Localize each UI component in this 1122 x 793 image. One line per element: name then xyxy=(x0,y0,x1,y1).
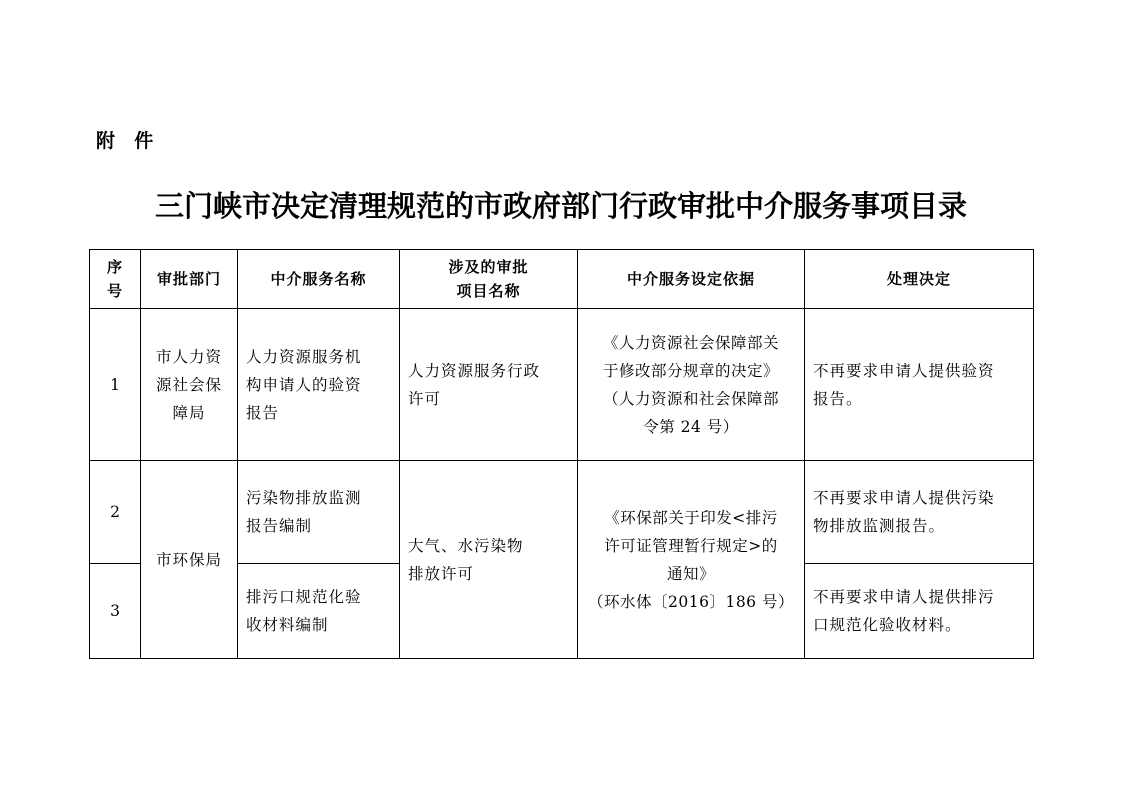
page-title: 三门峡市决定清理规范的市政府部门行政审批中介服务事项目录 xyxy=(154,189,967,223)
row-item: 人力资源服务行政 许可 xyxy=(400,309,578,461)
header-item: 涉及的审批 项目名称 xyxy=(400,250,578,309)
row-index: 1 xyxy=(90,309,141,461)
table-row xyxy=(90,461,1034,564)
row-index: 3 xyxy=(90,564,141,659)
header-decision: 处理决定 xyxy=(805,250,1034,309)
row-decision: 不再要求申请人提供排污 口规范化验收材料。 xyxy=(805,564,1034,659)
row-decision: 不再要求申请人提供验资 报告。 xyxy=(805,309,1034,461)
header-index: 序 号 xyxy=(90,250,141,309)
row-basis: 《环保部关于印发<排污 许可证管理暂行规定>的 通知》 （环水体〔2016〕186 号） xyxy=(578,461,805,659)
row-service: 人力资源服务机 构申请人的验资 报告 xyxy=(238,309,400,461)
row-decision: 不再要求申请人提供污染 物排放监测报告。 xyxy=(805,461,1034,564)
row-index: 2 xyxy=(90,461,141,564)
row-service: 污染物排放监测 报告编制 xyxy=(238,461,400,564)
table-row xyxy=(90,309,1034,461)
row-dept: 市环保局 xyxy=(141,461,238,659)
row-basis: 《人力资源社会保障部关 于修改部分规章的决定》 （人力资源和社会保障部 令第 24 号） xyxy=(578,309,805,461)
header-basis: 中介服务设定依据 xyxy=(578,250,805,309)
row-dept: 市人力资 源社会保 障局 xyxy=(141,309,238,461)
header-service: 中介服务名称 xyxy=(238,250,400,309)
attachment-label: 附 件 xyxy=(96,130,156,152)
row-service: 排污口规范化验 收材料编制 xyxy=(238,564,400,659)
table-header-row xyxy=(90,250,1034,309)
row-item: 大气、水污染物 排放许可 xyxy=(400,461,578,659)
header-dept: 审批部门 xyxy=(141,250,238,309)
directory-table xyxy=(89,249,1034,659)
